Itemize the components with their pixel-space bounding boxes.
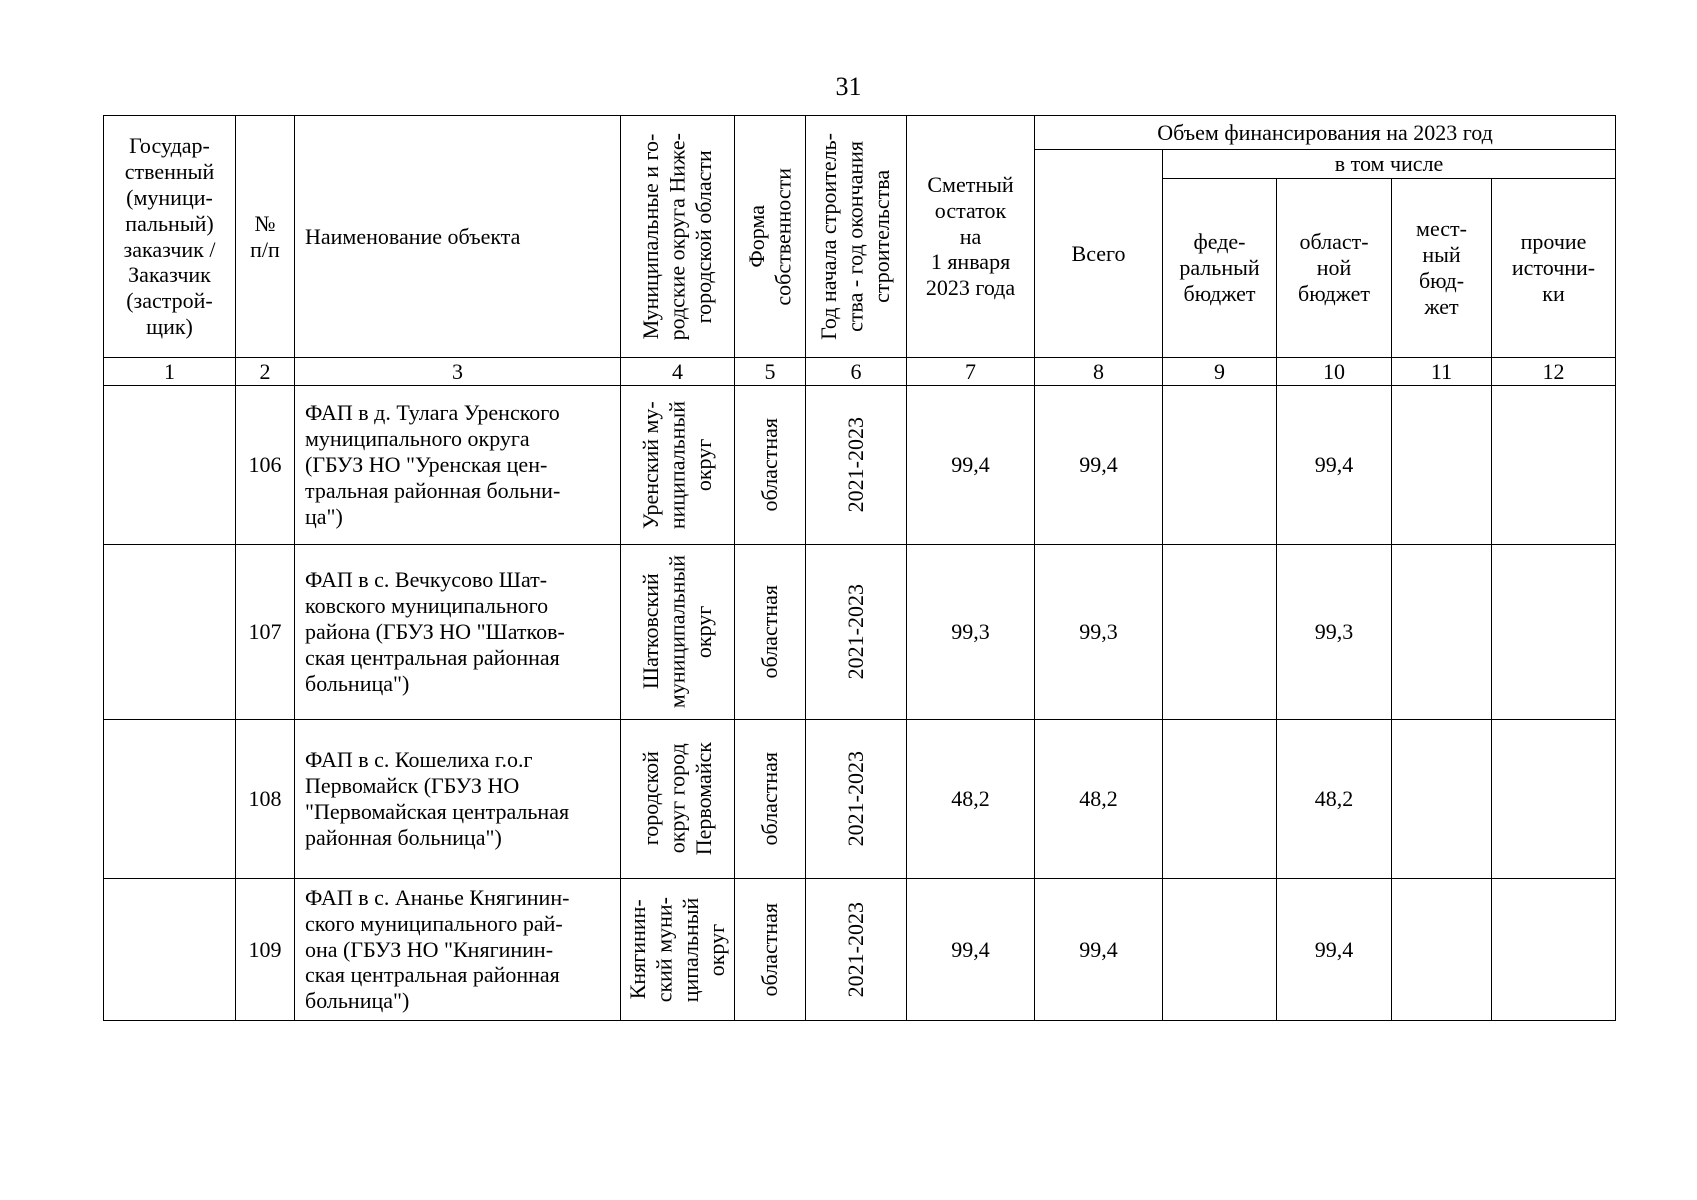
cell-other [1492, 545, 1616, 720]
header-federal: феде- ральный бюджет [1163, 179, 1277, 358]
column-number: 5 [735, 358, 806, 386]
cell-regional: 99,4 [1277, 386, 1392, 545]
header-ownership [735, 116, 806, 358]
cell-object-name: ФАП в с. Ананье Княгинин- ского муниципального рай- она (ГБУЗ НО "Княгинин- ская центральная районная больница") [295, 879, 621, 1021]
cell-federal [1163, 879, 1277, 1021]
cell-ownership-text: областная [756, 418, 782, 512]
cell-balance: 99,3 [907, 545, 1035, 720]
column-number: 6 [806, 358, 907, 386]
header-municipality-text: Муниципальные и го- родские округа Ниже- городской области [637, 132, 716, 341]
cell-years-text: 2021-2023 [842, 901, 868, 998]
cell-customer [104, 879, 236, 1021]
column-number: 12 [1492, 358, 1616, 386]
table-row [104, 720, 1616, 879]
cell-customer [104, 545, 236, 720]
cell-federal [1163, 386, 1277, 545]
cell-years [806, 879, 907, 1021]
cell-years [806, 386, 907, 545]
table-row [104, 386, 1616, 545]
cell-years [806, 545, 907, 720]
cell-local [1392, 386, 1492, 545]
cell-total: 99,4 [1035, 386, 1163, 545]
cell-total: 48,2 [1035, 720, 1163, 879]
cell-other [1492, 720, 1616, 879]
cell-local [1392, 545, 1492, 720]
cell-local [1392, 879, 1492, 1021]
cell-federal [1163, 720, 1277, 879]
funding-table [103, 115, 1616, 1021]
cell-object-name: ФАП в с. Кошелиха г.о.г Первомайск (ГБУЗ НО "Первомайская центральная районная больница") [295, 720, 621, 879]
header-municipality [621, 116, 735, 358]
column-number: 9 [1163, 358, 1277, 386]
cell-ownership-text: областная [756, 585, 782, 679]
header-total: Всего [1035, 150, 1163, 358]
cell-municipality [621, 720, 735, 879]
header-regional: област- ной бюджет [1277, 179, 1392, 358]
cell-balance: 48,2 [907, 720, 1035, 879]
header-years-text: Год начала строитель- ства - год окончания строительства [816, 133, 895, 340]
cell-years [806, 720, 907, 879]
column-number: 10 [1277, 358, 1392, 386]
cell-ownership [735, 545, 806, 720]
cell-years-text: 2021-2023 [842, 584, 868, 680]
cell-other [1492, 879, 1616, 1021]
column-number: 7 [907, 358, 1035, 386]
column-number: 11 [1392, 358, 1492, 386]
cell-balance: 99,4 [907, 879, 1035, 1021]
cell-years-text: 2021-2023 [842, 417, 868, 513]
table-row [104, 545, 1616, 720]
cell-municipality-text: городской округ город Первомайск [637, 742, 716, 856]
cell-municipality [621, 879, 735, 1021]
cell-ownership-text: областная [756, 752, 782, 846]
column-number: 2 [236, 358, 295, 386]
cell-total: 99,4 [1035, 879, 1163, 1021]
cell-ownership [735, 879, 806, 1021]
cell-federal [1163, 545, 1277, 720]
cell-object-name: ФАП в с. Вечкусово Шат- ковского муниципального района (ГБУЗ НО "Шатков- ская центральная районная больница") [295, 545, 621, 720]
header-row-1 [104, 116, 1616, 150]
cell-other [1492, 386, 1616, 545]
cell-municipality [621, 386, 735, 545]
cell-balance: 99,4 [907, 386, 1035, 545]
cell-number: 109 [236, 879, 295, 1021]
cell-ownership [735, 720, 806, 879]
page-number: 31 [835, 72, 862, 101]
cell-ownership-text: областная [756, 902, 782, 997]
header-object-name: Наименование объекта [295, 116, 621, 358]
cell-number: 108 [236, 720, 295, 879]
header-number: № п/п [236, 116, 295, 358]
table-row [104, 879, 1616, 1021]
column-number: 4 [621, 358, 735, 386]
cell-customer [104, 386, 236, 545]
header-ownership-text: Форма собственности [743, 167, 795, 306]
cell-local [1392, 720, 1492, 879]
header-estimated-balance: Сметный остаток на 1 января 2023 года [907, 116, 1035, 358]
cell-object-name: ФАП в д. Тулага Уренского муниципального округа (ГБУЗ НО "Уренская цен- тральная районная больни- ца") [295, 386, 621, 545]
header-funding-volume: Объем финансирования на 2023 год [1035, 116, 1616, 150]
cell-regional: 99,4 [1277, 879, 1392, 1021]
cell-customer [104, 720, 236, 879]
header-years [806, 116, 907, 358]
column-number: 1 [104, 358, 236, 386]
cell-number: 106 [236, 386, 295, 545]
cell-regional: 48,2 [1277, 720, 1392, 879]
column-number-row [104, 358, 1616, 386]
cell-municipality [621, 545, 735, 720]
header-customer: Государ- ственный (муници- пальный) заказчик / Заказчик (застрой- щик) [104, 116, 236, 358]
cell-municipality-text: Уренский му- ниципальный округ [637, 400, 716, 530]
header-local: мест- ный бюд- жет [1392, 179, 1492, 358]
cell-municipality-text: Княгинин- ский муни- ципальный округ [624, 896, 729, 1003]
cell-total: 99,3 [1035, 545, 1163, 720]
header-including: в том числе [1163, 150, 1616, 179]
header-other: прочие источни- ки [1492, 179, 1616, 358]
column-number: 3 [295, 358, 621, 386]
cell-number: 107 [236, 545, 295, 720]
cell-ownership [735, 386, 806, 545]
cell-municipality-text: Шатковский муниципальный округ [637, 555, 716, 709]
column-number: 8 [1035, 358, 1163, 386]
cell-regional: 99,3 [1277, 545, 1392, 720]
cell-years-text: 2021-2023 [842, 751, 868, 847]
